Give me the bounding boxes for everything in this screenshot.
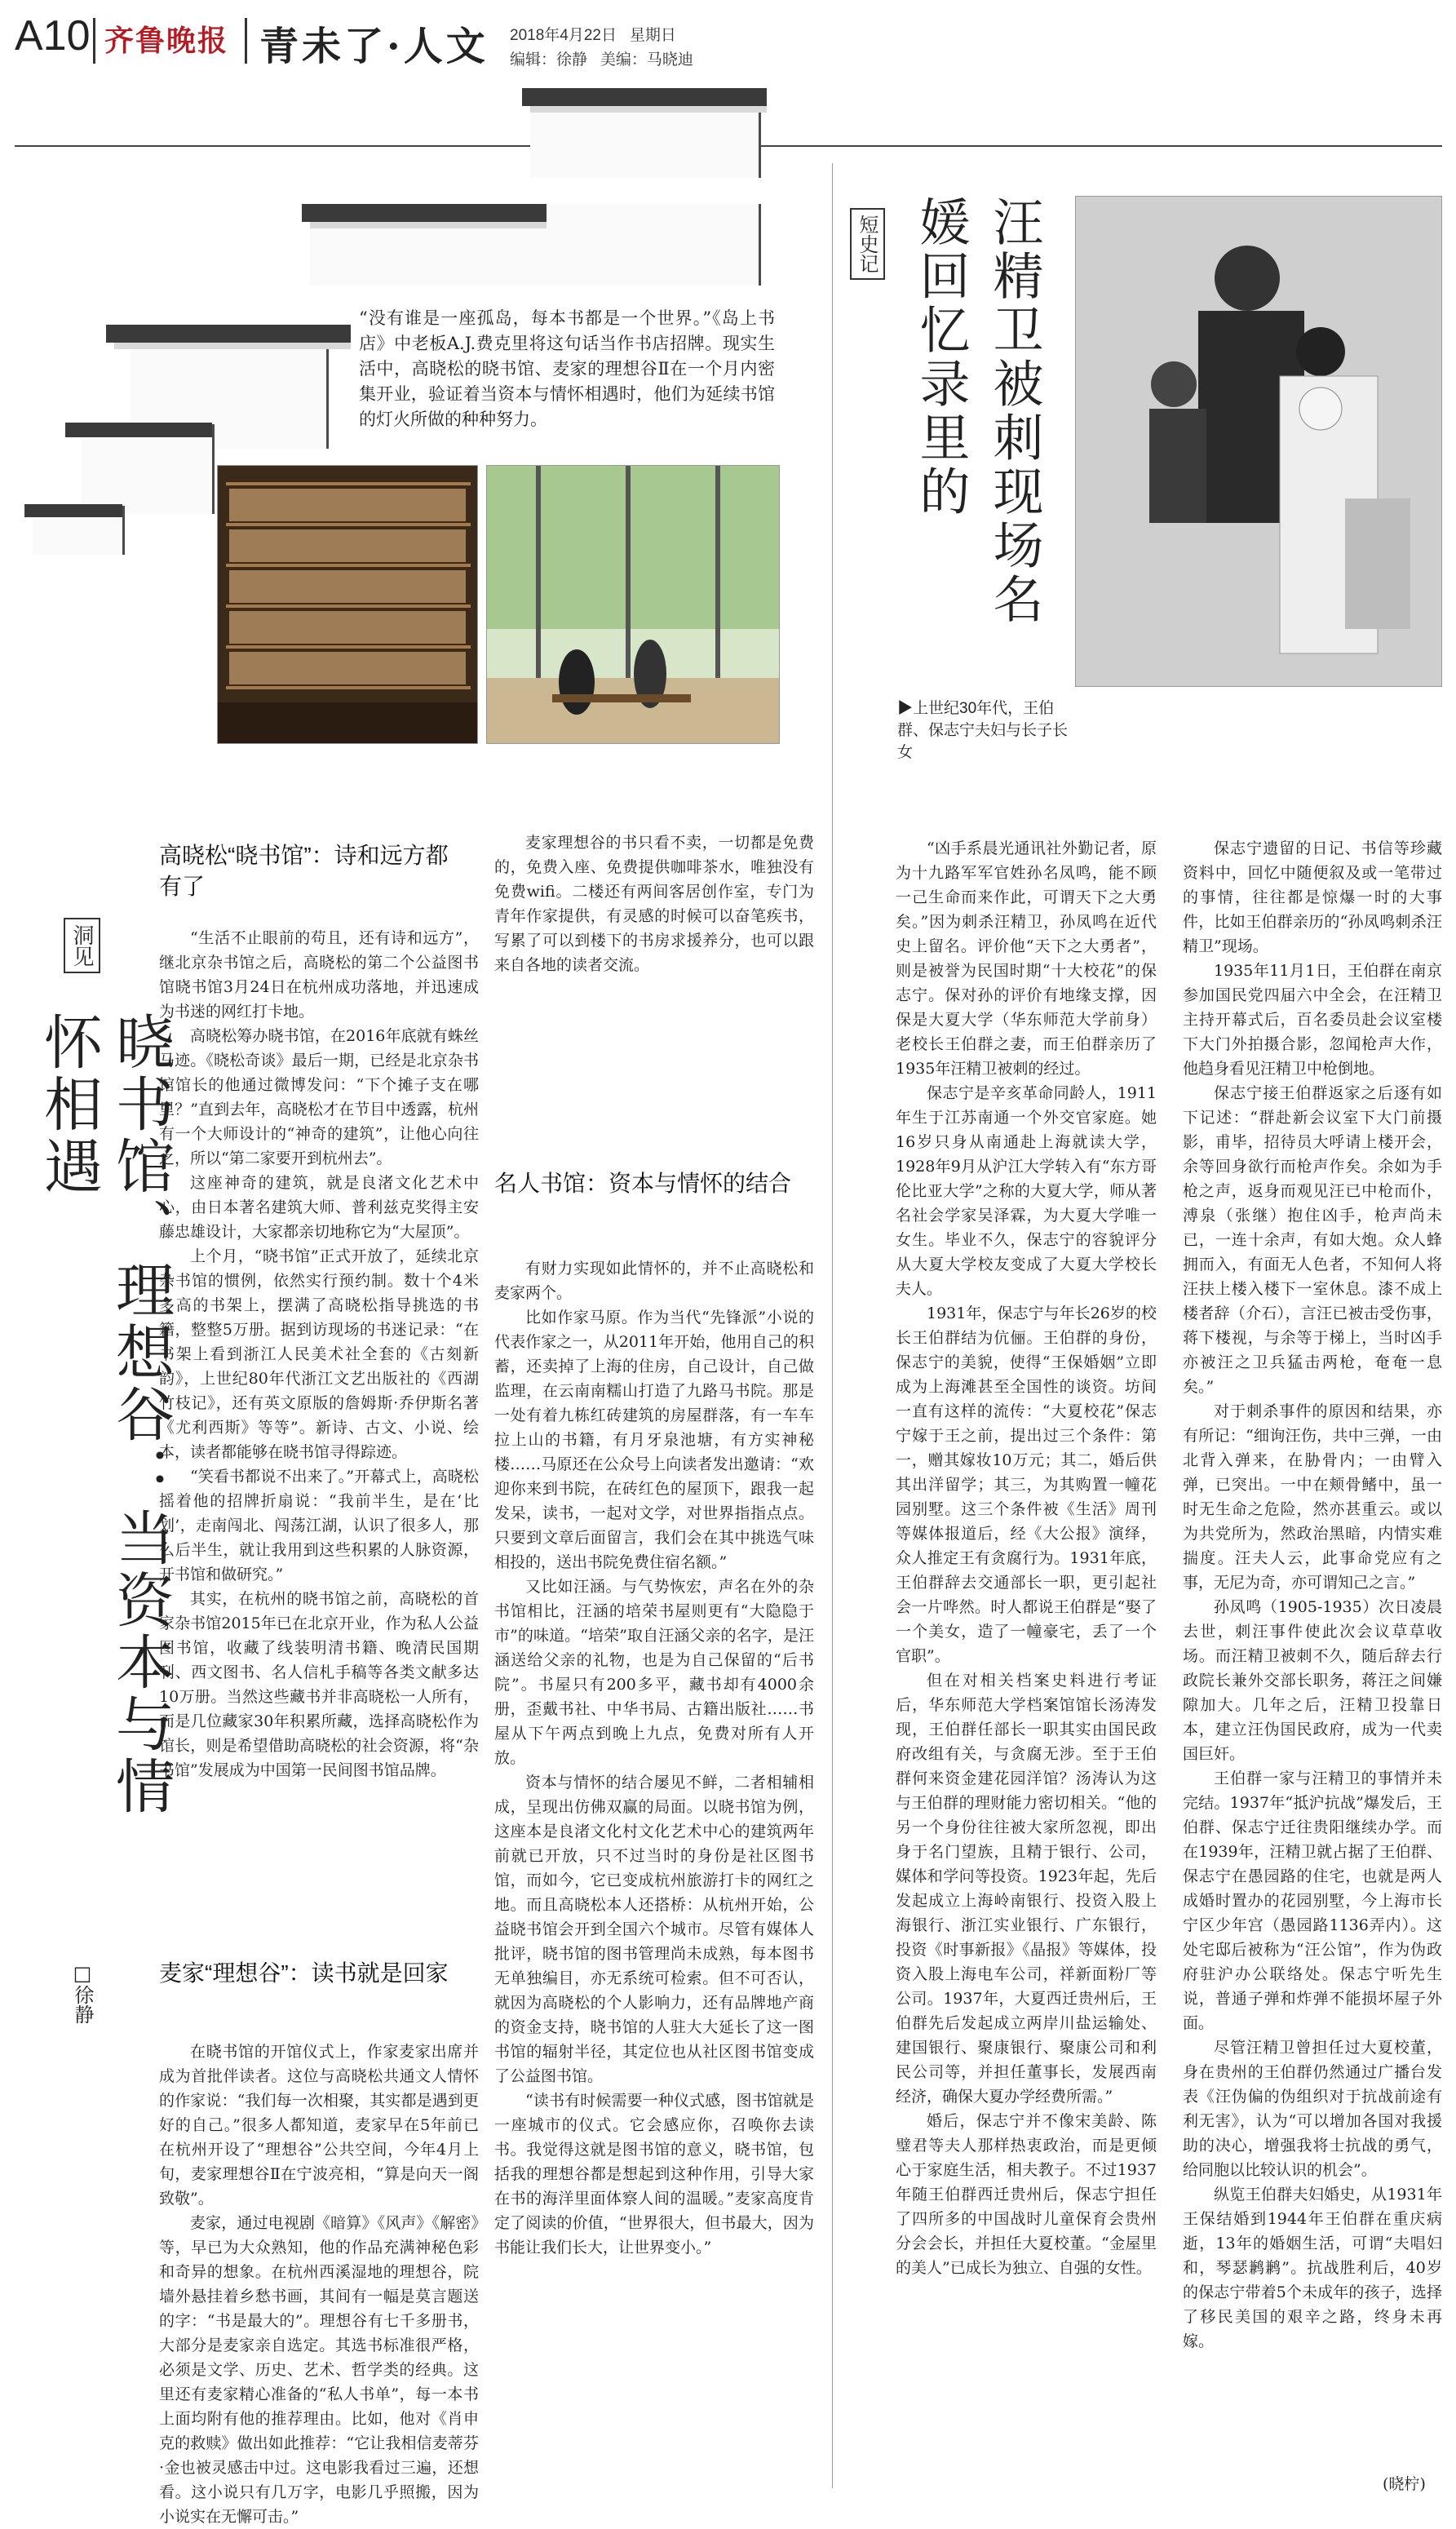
body-paragraph: 这座神奇的建筑，就是良渚文化艺术中心，由日本著名建筑大师、普利兹克奖得主安藤忠雄设计，大家都亲切地称它为“大屋顶”。	[159, 1174, 479, 1241]
body-paragraph: 有财力实现如此情怀的，并不止高晓松和麦家两个。	[494, 1260, 814, 1302]
family-portrait-photo	[1075, 196, 1442, 687]
body-paragraph: 尽管汪精卫曾担任过大夏校董，身在贵州的王伯群仍然通过广播台发表《汪伪偏的伪组织对于抗战前途有利无害》，认为“可以增加各国对我援助的决心，增强我将士抗战的勇气，给同胞以比较认识的机会”。	[1183, 2039, 1442, 2179]
section2-heading: 麦家“理想谷”：读书就是回家	[159, 1960, 449, 1986]
bookshelf-photo	[217, 465, 478, 744]
column-tag-right: 短史记	[850, 208, 885, 280]
author-byline	[69, 1962, 97, 2024]
body-paragraph: “读书有时候需要一种仪式感，图书馆就是一座城市的仪式。它会感应你，召唤你去读书。我觉得这就是图书馆的意义，晓书馆，包括我的理想谷都是想起到这种作用，引导大家在书的海洋里面体察人间的温暖。”麦家高度肯定了阅读的价值，“世界很大，但书最大，因为书能让我们长大，让世界变小。”	[494, 2092, 814, 2257]
photo-caption	[897, 698, 1069, 764]
section-title: 青未了·人文	[259, 24, 489, 69]
section2-body-cont	[494, 830, 814, 1150]
body-paragraph: 在晓书馆的开馆仪式上，作家麦家出席并成为首批伴读者。这位与高晓松共通文人情怀的作家说：“我们每一次相聚，其实都是遇到更好的自己。”很多人都知道，麦家早在5年前已在杭州开设了“理想谷”公共空间，今年4月上旬，麦家理想谷Ⅱ在宁波亮相，“算是向天一阁致敬”。	[159, 2043, 479, 2208]
body-paragraph: 王伯群一家与汪精卫的事情并未完结。1937年“抵沪抗战”爆发后，王伯群、保志宁迁往贵阳继续办学。而在1939年，汪精卫就占据了王伯群、保志宁在愚园路的住宅，也就是两人成婚时置办的花园别墅，今上海市长宁区少年宫（愚园路1136弄内）。这处宅邸后被称为“汪公馆”，作为伪政府驻沪办公联络处。保志宁听先生说，普通子弹和炸弹不能损坏屋子外面。	[1183, 1769, 1442, 2032]
right-author: (晓柠)	[1383, 2475, 1426, 2493]
reading-room-illustration	[487, 466, 779, 743]
issue-weekday: 星期日	[629, 27, 676, 44]
editor-credit: 编辑：徐静	[510, 51, 588, 69]
body-paragraph: 麦家，通过电视剧《暗算》《风声》《解密》等，早已为大众熟知，他的作品充满神秘色彩和奇异的想象。在杭州西溪湿地的理想谷，院墙外悬挂着乡愁书画，其间有一幅是莫言题送的字：“书是最大的”。理想谷有七千多册书，大部分是麦家亲自选定。其选书标准很严格，必须是文学、历史、艺术、哲学类的经典。这里还有麦家精心准备的“私人书单”，每一本书上面均附有他的推荐理由。比如，他对《肖申克的救赎》做出如此推荐：“它让我相信麦蒂芬·金也被灵感击中过。这电影我看过三遍，还想看。这小说只有几万字，电影几乎照搬，因为小说实在无懈可击。”	[159, 2214, 479, 2526]
body-paragraph: “生活不止眼前的苟且，还有诗和远方”，继北京杂书馆之后，高晓松的第二个公益图书馆晓书馆3月24日在杭州成功落地，并迅速成为书迷的网红打卡地。	[159, 929, 479, 1021]
body-paragraph: 对于刺杀事件的原因和结果，亦有所记：“细询汪伤，共中三弹，一由北背入弹来，在胁骨内；一由臂入弹，已突出。一中在颊骨鳍中，虽一时无生命之危险，然亦甚重云。或以为共党所为，然政治黑暗，内情实难揣度。汪夫人云，此事命党应有之事，无尼为奇，亦可谓知己之言。”	[1183, 1402, 1442, 1592]
reading-room-photo	[486, 465, 780, 744]
caption-text: 上世纪30年代，王伯群、保志宁夫妇与长子长女	[897, 700, 1069, 761]
feature-intro: “没有谁是一座孤岛，每本书都是一个世界。”《岛上书店》中老板A.J.费克里将这句话当作书店招牌。现实生活中，高晓松的晓书馆、麦家的理想谷Ⅱ在一个月内密集开业，验证着当资本与情怀相遇时，他们为延续书馆的灯火所做的种种努力。	[359, 308, 775, 429]
body-paragraph: 保志宁是辛亥革命同龄人，1911年生于江苏南通一个外交官家庭。她16岁只身从南通赴上海就读大学，1928年9月从沪江大学转入有“东方哥伦比亚大学”之称的大夏大学，师从著名社会学家吴泽霖，为大夏大学唯一女生。毕业不久，保志宁的容貌评分从大夏大学校友变成了大夏大学校长夫人。	[896, 1084, 1157, 1298]
column-tag: 洞见	[64, 918, 100, 973]
body-paragraph: 比如作家马原。作为当代“先锋派”小说的代表作家之一，从2011年开始，他用自己的积蓄，还卖掉了上海的住房，自己设计，自己做监理，在云南南糯山打造了九路马书院。那是一处有着九栋红砖建筑的房屋群落，有一车车拉上山的书籍，有月牙泉池塘，有方实神秘楼……马原还在公众号上向读者发出邀请：“欢迎你来到书院，在砖红色的屋顶下，跟我一起发呆，读书，一起对文学，对世界指指点点。只要到文章后面留言，我们会在其中挑选气味相投的，送出书院免费住宿名额。”	[494, 1309, 814, 1571]
body-paragraph: “凶手系晨光通讯社外勤记者，原为十九路军军官姓孙名凤鸣，能不顾一己生命而来作此，可谓天下之大勇矣。”因为刺杀汪精卫，孙凤鸣在近代史上留名。评价他“天下之大勇者”，则是被誉为民国时期“十大校花”的保志宁。保对孙的评价有地缘支撑，因保是大夏大学（华东师范大学前身）老校长王伯群之妻，而王伯群亲历了1935年汪精卫被刺的经过。	[896, 839, 1157, 1078]
newspaper-logo: 齐鲁晚报	[104, 24, 229, 58]
header-date-line	[510, 23, 676, 45]
section3-body	[494, 1256, 814, 2484]
body-paragraph: 1935年11月1日，王伯群在南京参加国民党四届六中全会，在汪精卫主持开幕式后，百名委员赴会议室楼下大门外拍摄合影，忽闻枪声大作，他趋身看见汪精卫中枪倒地。	[1183, 962, 1442, 1078]
feature-right-headline: 汪精卫被刺现场名媛回忆录里的	[911, 196, 1044, 627]
body-paragraph: 纵览王伯群夫妇婚史，从1931年王保结婚到1944年王伯群在重庆病逝，13年的婚姻生活，可谓“夫唱妇和，琴瑟鹣鹣”。抗战胜利后，40岁的保志宁带着5个未成年的孩子，选择了移民美国的艰辛之路，终身未再嫁。	[1183, 2186, 1442, 2350]
body-paragraph: “笑看书都说不出来了。”开幕式上，高晓松摇着他的招牌折扇说：“我前半生，是在‘比划’，走南闯北、闯荡江湖，认识了很多人，那么后半生，就让我用到这些积累的人脉资源，开书馆和做研究。”	[159, 1468, 479, 1583]
bookshelf-illustration	[218, 466, 477, 743]
body-paragraph: 1931年，保志宁与年长26岁的校长王伯群结为伉俪。王伯群的身份，保志宁的美貌，使得“王保婚姻”立即成为上海滩甚至全国性的谈资。坊间一直有这样的流传：“大夏校花”保志宁嫁于王之前，提出过三个条件：第一，赠其嫁妆10万元；其二，婚后供其出洋留学；其三，为其购置一幢花园别墅。这三个条件被《生活》周刊等媒体报道后，经《大公报》演绎，众人推定王有贪腐行为。1931年底，王伯群辞去交通部长一职，更引起社会一片哗然。时人都说王伯群是“娶了一个美女，造了一幢豪宅，丢了一个官职”。	[896, 1304, 1157, 1665]
body-paragraph: 上个月，“晓书馆”正式开放了，延续北京杂书馆的惯例，依然实行预约制。数十个4米多高的书架上，摆满了高晓松指导挑选的书籍，整整5万册。据到访现场的书迷记录：“在书架上看到浙江人民美术社全套的《古刻新韵》，上世纪80年代浙江文艺出版社的《西湖竹枝记》，还有英文原版的詹姆斯·乔伊斯名著《尤利西斯》等等”。新诗、古文、小说、绘本，读者都能够在晓书馆寻得踪迹。	[159, 1247, 479, 1461]
body-paragraph: 但在对相关档案史料进行考证后，华东师范大学档案馆馆长汤涛发现，王伯群任部长一职其实由国民政府改组有关，与贪腐无涉。至于王伯群何来资金建花园洋馆？汤涛认为这与王伯群的理财能力密切相关。“他的另一个身份往往被大家所忽视，即出身于名门望族，且精于银行、公司，媒体和学问等投资。1923年起，先后发起成立上海岭南银行、投资入股上海银行、浙江实业银行、广东银行，投资《时事新报》《晶报》等媒体，投资入股上海电车公司，祥新面粉厂等公司。1937年，大夏西迁贵州后，王伯群先后发起成立两岸川盐运输处、建国银行、聚康银行、聚康公司和利民公司等，并担任董事长，发展西南经济，确保大夏办学经费所需。”	[896, 1672, 1157, 2106]
header-divider	[93, 18, 95, 64]
body-paragraph: 资本与情怀的结合屡见不鲜，二者相辅相成，呈现出仿佛双赢的局面。以晓书馆为例，这座本是良渚文化村文化艺术中心的建筑两年前就已开放，只不过当时的身份是社区图书馆，而如今，它已变成杭州旅游打卡的网红之地。而且高晓松本人还搭桥：从杭州开始，公益晓书馆会开到全国六个城市。尽管有媒体人批评，晓书馆的图书管理尚未成熟，每本图书无单独编目，亦无系统可检索。但不可否认，就因为高晓松的个人影响力，还有品牌地产商的资金支持，晓书馆的人驻大大延长了这一图书馆的辐射半径，其定位也从社区图书馆变成了公益图书馆。	[494, 1774, 814, 2085]
art-editor-credit: 美编：马晓迪	[600, 51, 693, 69]
body-paragraph: 孙凤鸣（1905-1935）次日凌晨去世，刺汪事件使此次会议草草收场。而汪精卫被刺不久，随后辞去行政院长兼外交部长职务，蒋汪之间嫌隙加大。几年之后，汪精卫投靠日本，建立汪伪国民政府，成为一代卖国巨奸。	[1183, 1598, 1442, 1763]
caption-pointer-icon: ▶	[897, 700, 914, 717]
author-box-icon: □	[71, 1962, 94, 1985]
section2-body	[159, 2040, 479, 2526]
section3-heading: 名人书馆：资本与情怀的结合	[494, 1171, 792, 1196]
section1-body	[159, 926, 479, 1950]
body-paragraph: 保志宁遗留的日记、书信等珍藏资料中，回忆中随便叙及或一笔带过的事情，往往都是惊爆一时的大事件，比如王伯群亲历的“孙凤鸣刺杀汪精卫”现场。	[1183, 839, 1442, 955]
body-paragraph: 婚后，保志宁并不像宋美龄、陈璧君等夫人那样热衷政治，而是更倾心于家庭生活，相夫教子。不过1937年随王伯群西迁贵州后，保志宁担任了四所多的中国战时儿童保育会贵州分会会长，并担任大夏校董。“金屋里的美人”已成长为独立、自强的女性。	[896, 2112, 1157, 2277]
body-paragraph: 高晓松筹办晓书馆，在2016年底就有蛛丝马迹。《晓松奇谈》最后一期，已经是北京杂书馆馆长的他通过微博发问：“下个摊子支在哪里？”直到去年，高晓松才在节目中透露，杭州有一个大师设计的“神奇的建筑”，让他心向往之，所以“第二家要开到杭州去”。	[159, 1027, 479, 1167]
header-divider	[245, 18, 247, 64]
right-body-col2	[1183, 836, 1442, 2480]
feature-headline: 晓书馆、理想谷：当资本与情怀相遇	[34, 1012, 175, 1818]
page-number: A10	[15, 12, 91, 60]
body-paragraph: 其实，在杭州的晓书馆之前，高晓松的首家杂书馆2015年已在北京开业，作为私人公益图书馆，收藏了线装明清书籍、晚清民国期刊、西文图书、名人信札手稿等各类文献多达10万册。当然这些藏书并非高晓松一人所有，而是几位藏家30年积累所藏，选择高晓松作为馆长，则是希望借助高晓松的社会资源，将“杂书馆”发展成为中国第一民间图书馆品牌。	[159, 1590, 479, 1779]
body-paragraph: 又比如汪涵。与气势恢宏，声名在外的杂书馆相比，汪涵的培荣书屋则更有“大隐隐于市”的味道。“培荣”取自汪涵父亲的名字，是汪涵送给父亲的礼物，也是为自己保留的“后书院”。书屋只有200多平，藏书却有4000余册，歪戴书社、中华书局、古籍出版社……书屋从下午两点到晚上九点，免费对所有人开放。	[494, 1578, 814, 1767]
family-portrait-illustration	[1076, 197, 1441, 686]
author-name: 徐静	[71, 1985, 94, 2024]
header-editor-line	[510, 47, 693, 69]
right-author-name: 晓柠	[1388, 2475, 1420, 2493]
body-paragraph: 麦家理想谷的书只看不卖，一切都是免费的，免费入座、免费提供咖啡茶水，唯独没有免费wifi。二楼还有两间客居创作室，专门为青年作家提供，有灵感的时候可以奋笔疾书，写累了可以到楼下的书房求援养分，也可以跟来自各地的读者交流。	[494, 834, 814, 974]
right-body-col1	[896, 836, 1157, 2484]
issue-date: 2018年4月22日	[510, 27, 617, 44]
body-paragraph: 保志宁接王伯群返家之后逐有如下记述：“群赴新会议室下大门前摄影，甫毕，招待员大呼请上楼开会，余等回身欲行而枪声作矣。余如为手枪之声，返身而观见汪已中枪而仆，溥泉（张继）抱住凶手，枪声尚未已，一连十余声，有如大炮。众人蜂拥而入，有面无人色者，不知何人将汪扶上楼入楼下一室休息。漆不成上楼者辞（介石），言汪已被击受伤事，蒋下楼视，与余等于梯上，当时凶手亦被汪之卫兵猛击两枪，奄奄一息矣。”	[1183, 1084, 1442, 1396]
column-divider	[832, 163, 833, 2488]
section1-heading: 高晓松“晓书馆”：诗和远方都有了	[159, 843, 449, 899]
